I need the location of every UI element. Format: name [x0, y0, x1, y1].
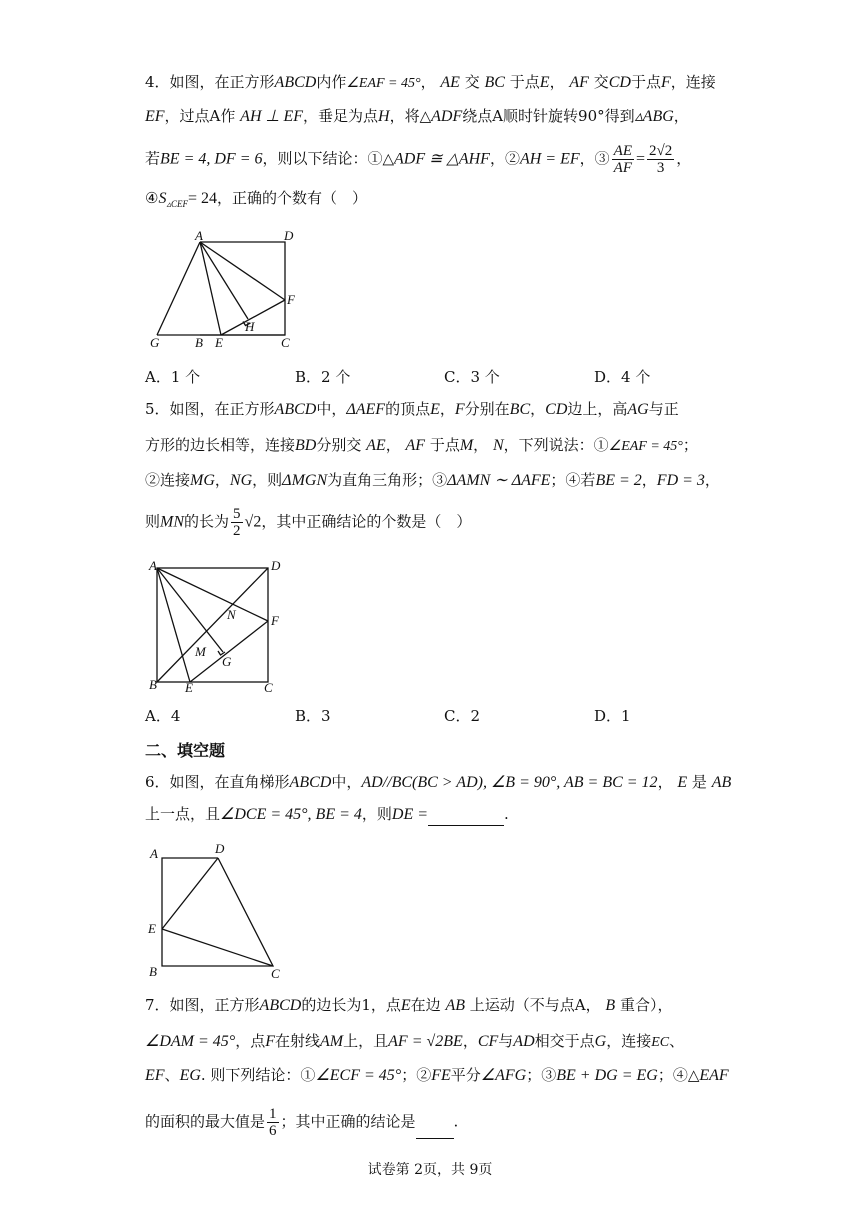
- math: ΔAMN ∼ ΔAFE: [447, 472, 551, 489]
- label: M: [195, 644, 206, 659]
- math: EG: [179, 1067, 201, 1084]
- text: ，连接: [606, 1032, 652, 1050]
- math: EF: [145, 108, 165, 125]
- math: AE: [440, 74, 460, 91]
- math: AB: [711, 774, 732, 791]
- fraction: [267, 1106, 279, 1139]
- label: D: [271, 558, 281, 573]
- text: 平分: [450, 1066, 481, 1084]
- fraction: [612, 143, 634, 176]
- math: AD: [513, 1033, 535, 1050]
- q4-option-b: B．2 个: [295, 368, 351, 386]
- text: ；③: [526, 1066, 557, 1084]
- segment: [200, 242, 285, 300]
- text: ，下列说法：①: [503, 436, 609, 454]
- q4-option-c: C．3 个: [444, 368, 500, 386]
- q5-option-b: B．3: [295, 707, 331, 725]
- text: ；其中正确的结论是: [280, 1112, 416, 1131]
- text: 5．如图，在正方形: [145, 400, 275, 418]
- q5-line-3: [145, 469, 720, 492]
- label: D: [215, 841, 225, 856]
- q6-line-2: [145, 803, 509, 826]
- text: 若: [145, 149, 161, 168]
- math: AH = EF: [519, 150, 580, 168]
- label: C: [281, 335, 290, 350]
- label: A: [150, 846, 158, 861]
- text: ，则: [252, 471, 283, 489]
- text: ，则以下结论：①△: [262, 149, 395, 168]
- math: AF: [405, 437, 426, 454]
- math: MN: [160, 513, 185, 531]
- q5-option-c: C．2: [444, 707, 481, 725]
- math: FE: [431, 1067, 451, 1084]
- text: 、: [669, 1032, 685, 1050]
- denominator: 2: [233, 523, 241, 539]
- math: BE = 4, DF = 6: [160, 150, 263, 168]
- label: E: [185, 680, 193, 695]
- text: 7．如图，正方形: [145, 996, 260, 1014]
- math: EAF: [699, 1067, 729, 1084]
- math: CD: [608, 74, 631, 91]
- math: ▵ABG: [634, 108, 674, 125]
- math: ∠AFG: [480, 1067, 527, 1084]
- q7-line-4: [145, 1106, 458, 1139]
- math: BE + DG = EG: [556, 1067, 658, 1084]
- math: BC: [509, 401, 531, 418]
- math: EC: [651, 1035, 670, 1050]
- q4-square: [200, 242, 285, 335]
- text: ；②: [401, 1066, 432, 1084]
- text: 4．如图，在正方形: [145, 73, 275, 91]
- math: E: [400, 997, 411, 1014]
- text: ，连接: [670, 73, 716, 91]
- text: ，: [657, 773, 673, 791]
- math: BC: [484, 74, 505, 91]
- text: ，其中正确结论的个数是（ ）: [261, 512, 472, 531]
- fraction: [231, 506, 243, 539]
- text: ；④△: [657, 1066, 700, 1084]
- math: DE =: [391, 806, 429, 823]
- text: 在射线: [275, 1032, 321, 1050]
- text: 的边长为1，点: [301, 996, 401, 1014]
- text: ，点: [235, 1032, 266, 1050]
- text: ，: [530, 400, 546, 418]
- math: BD: [295, 437, 317, 454]
- label: C: [264, 680, 273, 695]
- segment: [157, 242, 200, 335]
- math: F: [660, 74, 671, 91]
- math: FD = 3: [656, 472, 705, 489]
- text: ，: [420, 73, 436, 91]
- math: ∠EAF = 45°: [346, 76, 421, 91]
- text: ，: [673, 107, 689, 125]
- text: ，: [549, 73, 565, 91]
- label: F: [271, 613, 279, 628]
- math: ∠ECF = 45°: [315, 1067, 402, 1084]
- q4-line-2: [145, 105, 689, 128]
- math: √2: [244, 513, 262, 531]
- math: F: [265, 1033, 275, 1050]
- text: 上运动（不与点A，: [469, 996, 601, 1014]
- math: AG: [627, 401, 649, 418]
- math: ADF ≅ △AHF: [394, 150, 490, 168]
- label: E: [215, 335, 223, 350]
- text: 于点: [630, 73, 661, 91]
- text: 上，且: [343, 1032, 389, 1050]
- q4-line-4: [145, 187, 367, 215]
- text: 中，: [331, 773, 362, 791]
- label: F: [287, 292, 295, 307]
- segment: [157, 568, 223, 652]
- numerator: AE: [613, 143, 632, 159]
- math: ADF: [431, 108, 463, 125]
- numerator: 2√2: [649, 143, 673, 159]
- text: 上一点，且: [145, 805, 221, 823]
- denominator: 6: [269, 1123, 277, 1139]
- text: .: [504, 805, 509, 823]
- math: ∠DCE = 45°, BE = 4: [220, 806, 362, 823]
- text: .: [453, 1112, 459, 1131]
- math: G: [594, 1033, 607, 1050]
- text: ，: [473, 436, 489, 454]
- q7-line-1: [145, 994, 672, 1017]
- math: ABCD: [289, 774, 332, 791]
- math: E: [430, 401, 440, 418]
- label: G: [222, 654, 232, 669]
- math: CD: [545, 401, 568, 418]
- text: 与: [498, 1032, 514, 1050]
- denominator: AF: [613, 160, 632, 176]
- math: M: [459, 437, 474, 454]
- text: ，垂足为点: [302, 107, 378, 125]
- text: . 则下列结论：①: [200, 1066, 316, 1084]
- text: 是: [691, 773, 707, 791]
- text: ，③: [579, 149, 610, 168]
- text: ④: [145, 189, 159, 207]
- label: G: [150, 335, 160, 350]
- text: ，: [462, 1032, 478, 1050]
- q5-line-4: [145, 506, 471, 539]
- q5-figure: [145, 555, 295, 695]
- math: ∠DAM = 45°: [145, 1033, 236, 1050]
- text: ，将△: [389, 107, 432, 125]
- text: ，正确的个数有（ ）: [217, 189, 368, 207]
- text: 分别在: [464, 400, 510, 418]
- math: NG: [229, 472, 253, 489]
- text: ，: [385, 436, 401, 454]
- section-heading: 二、填空题: [145, 741, 226, 760]
- q7-line-2: [145, 1030, 684, 1054]
- math: ABCD: [259, 997, 302, 1014]
- math: MG: [190, 472, 215, 489]
- math: ΔMGN: [282, 472, 328, 489]
- text: ，过点A作: [164, 107, 236, 125]
- fraction: [647, 143, 674, 176]
- q4-figure: [145, 225, 315, 350]
- math: N: [492, 437, 504, 454]
- text: 与正: [648, 400, 679, 418]
- math: ∠EAF = 45°: [608, 439, 683, 454]
- q5-line-1: [145, 398, 679, 421]
- numerator: 1: [269, 1106, 277, 1122]
- text: 重合），: [619, 996, 673, 1014]
- text: 相交于点: [534, 1032, 595, 1050]
- math: AD//BC(BC > AD), ∠B = 90°, AB = BC = 12: [361, 774, 658, 791]
- label: C: [271, 966, 280, 981]
- text: ，则: [361, 805, 392, 823]
- segment: [200, 242, 221, 335]
- denominator: 3: [656, 160, 665, 176]
- text: 于点: [429, 436, 460, 454]
- text: ，: [439, 400, 455, 418]
- segment: [157, 568, 268, 621]
- label: N: [227, 607, 236, 622]
- text: 方形的边长相等，连接: [145, 436, 296, 454]
- q5-option-a: A．4: [145, 707, 181, 725]
- q5-option-d: D．1: [594, 707, 631, 725]
- math: AH ⊥ EF: [240, 108, 303, 125]
- text: ，: [704, 471, 720, 489]
- segment: [200, 242, 248, 319]
- numerator: 5: [233, 506, 241, 522]
- math: ▵CEF: [166, 199, 188, 209]
- math: H: [378, 108, 390, 125]
- text: ，②: [489, 149, 520, 168]
- q7-line-3: [145, 1064, 729, 1087]
- math: S: [158, 190, 167, 207]
- text: 则: [145, 512, 161, 531]
- answer-blank[interactable]: [428, 809, 504, 826]
- text: 交: [464, 73, 480, 91]
- math: AE: [366, 437, 386, 454]
- math: AM: [320, 1033, 344, 1050]
- math: ABCD: [274, 74, 317, 91]
- text: ②连接: [145, 471, 191, 489]
- math: ΔAEF: [346, 401, 386, 418]
- q4-line-3: [145, 143, 691, 176]
- text: 分别交: [316, 436, 362, 454]
- text: 中，: [316, 400, 347, 418]
- text: ，: [214, 471, 230, 489]
- text: 于点: [509, 73, 540, 91]
- label: A: [195, 228, 203, 243]
- math: F: [454, 401, 465, 418]
- q4-option-d: D．4 个: [594, 368, 651, 386]
- q6-trapezoid: [162, 858, 273, 966]
- page-footer: 试卷第 2页，共 9页: [367, 1162, 493, 1178]
- label: E: [148, 921, 156, 936]
- math: BE = 2: [595, 472, 642, 489]
- math: =: [635, 150, 646, 168]
- label: A: [149, 558, 157, 573]
- text: 的顶点: [385, 400, 431, 418]
- text: 为直角三角形；③: [327, 471, 448, 489]
- text: 边上，高: [567, 400, 628, 418]
- math: E: [539, 74, 550, 91]
- text: ；: [682, 436, 698, 454]
- math: B: [605, 997, 616, 1014]
- text: ，: [641, 471, 657, 489]
- label: H: [245, 319, 255, 334]
- q6-figure: [145, 838, 295, 983]
- label: D: [284, 228, 294, 243]
- q4-line-1: [145, 71, 716, 95]
- text: 的面积的最大值是: [145, 1112, 266, 1131]
- answer-blank[interactable]: [416, 1122, 454, 1139]
- text: 6．如图，在直角梯形: [145, 773, 290, 791]
- text: 绕点A顺时针旋转90°得到: [462, 107, 635, 125]
- label: B: [149, 677, 157, 692]
- math: AF: [569, 74, 589, 91]
- text: 在边: [410, 996, 441, 1014]
- q4-option-a: A．1 个: [145, 368, 201, 386]
- q5-line-2: [145, 434, 698, 458]
- text: 的长为: [184, 512, 230, 531]
- math: AF = √2BE: [388, 1033, 463, 1050]
- text: ；④若: [550, 471, 596, 489]
- text: 交: [593, 73, 609, 91]
- math: ABCD: [274, 401, 317, 418]
- math: = 24: [187, 190, 217, 207]
- label: B: [195, 335, 203, 350]
- math: CF: [477, 1033, 499, 1050]
- text: 内作: [316, 73, 347, 91]
- text: ，: [676, 149, 692, 168]
- text: 、: [164, 1066, 180, 1084]
- math: E: [677, 774, 688, 791]
- label: B: [149, 964, 157, 979]
- q6-line-1: [145, 771, 731, 794]
- math: AB: [445, 997, 465, 1014]
- segment: [162, 858, 218, 929]
- math: EF: [145, 1067, 165, 1084]
